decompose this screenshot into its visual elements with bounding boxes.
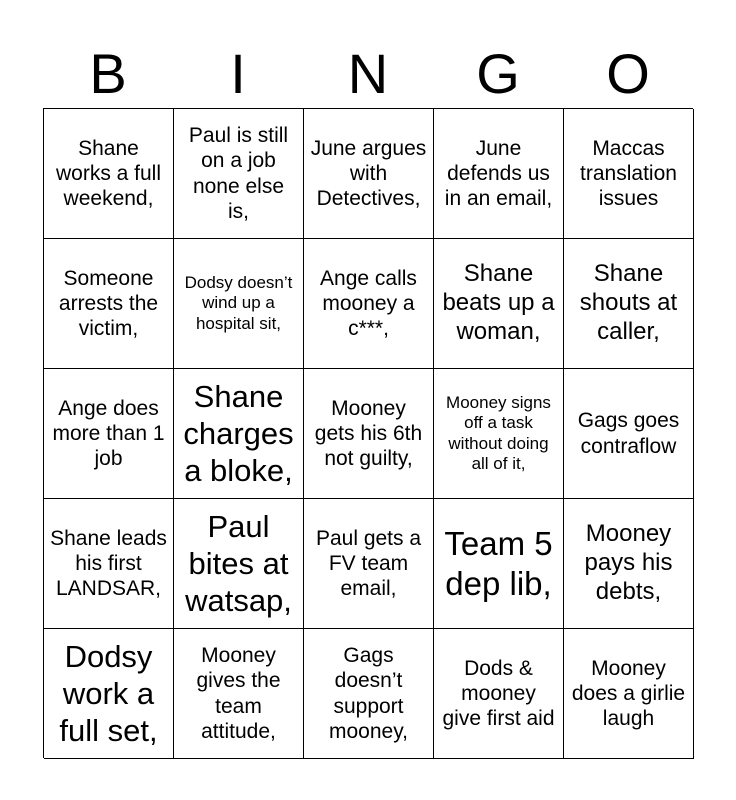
header-letter-g: G: [476, 42, 520, 105]
bingo-cell-text: Paul is still on a job none else is,: [188, 124, 289, 223]
header-letter-o: O: [606, 42, 650, 105]
bingo-cell[interactable]: [434, 629, 564, 759]
bingo-cell-text: Ange calls mooney a c***,: [320, 266, 417, 341]
bingo-cell[interactable]: [44, 239, 174, 369]
bingo-cell-text: Maccas translation issues: [580, 136, 677, 211]
bingo-cell[interactable]: [564, 109, 694, 239]
bingo-cell[interactable]: [304, 499, 434, 629]
bingo-cell-text: Paul bites at watsap,: [185, 508, 292, 619]
bingo-cell[interactable]: [44, 109, 174, 239]
bingo-cell[interactable]: [434, 369, 564, 499]
bingo-cell-text: Gags goes contraflow: [577, 409, 680, 458]
header-letter-i: I: [230, 42, 246, 105]
bingo-cell[interactable]: [44, 499, 174, 629]
bingo-cell-text: June argues with Detectives,: [310, 136, 427, 211]
bingo-cell[interactable]: [564, 629, 694, 759]
bingo-cell-text: Dodsy doesn’t wind up a hospital sit,: [184, 272, 293, 333]
bingo-cell-text: Mooney gives the team attitude,: [196, 644, 281, 743]
bingo-cell-text: Shane shouts at caller,: [579, 260, 678, 345]
bingo-cell-text: Shane beats up a woman,: [442, 260, 555, 345]
bingo-cell[interactable]: [44, 369, 174, 499]
bingo-cell-text: Ange does more than 1 job: [52, 396, 165, 471]
bingo-cell-text: Paul gets a FV team email,: [315, 526, 422, 601]
bingo-cell-text: Dods & mooney give first aid: [442, 656, 555, 731]
bingo-cell[interactable]: [174, 369, 304, 499]
bingo-cell-text: Gags doesn’t support mooney,: [329, 644, 408, 743]
bingo-cell-text: Mooney gets his 6th not guilty,: [314, 396, 423, 471]
bingo-cell[interactable]: [304, 239, 434, 369]
bingo-header: [43, 40, 693, 108]
bingo-cell[interactable]: [304, 369, 434, 499]
bingo-cell[interactable]: [174, 629, 304, 759]
bingo-cell[interactable]: [304, 629, 434, 759]
bingo-cell[interactable]: [434, 109, 564, 239]
bingo-cell[interactable]: [564, 499, 694, 629]
bingo-cell[interactable]: [174, 239, 304, 369]
bingo-cell[interactable]: [44, 629, 174, 759]
bingo-cell[interactable]: [434, 239, 564, 369]
bingo-cell-text: Shane works a full weekend,: [55, 136, 162, 211]
header-letter-b: B: [89, 42, 127, 105]
bingo-cell-text: Shane leads his first LANDSAR,: [50, 526, 167, 601]
bingo-cell[interactable]: [174, 109, 304, 239]
bingo-cell-text: Shane charges a bloke,: [183, 378, 294, 489]
bingo-cell-text: Team 5 dep lib,: [444, 524, 553, 602]
bingo-cell-text: Someone arrests the victim,: [58, 266, 159, 341]
bingo-cell-text: June defends us in an email,: [444, 136, 553, 211]
bingo-cell-text: Mooney does a girlie laugh: [571, 656, 686, 731]
bingo-cell-text: Dodsy work a full set,: [59, 638, 158, 749]
bingo-cell-text: Mooney pays his debts,: [584, 520, 673, 605]
header-letter-n: N: [347, 42, 389, 105]
bingo-cell[interactable]: [304, 109, 434, 239]
bingo-cell[interactable]: [564, 239, 694, 369]
bingo-cell[interactable]: [564, 369, 694, 499]
bingo-cell[interactable]: [434, 499, 564, 629]
bingo-board: [43, 108, 693, 758]
bingo-cell[interactable]: [174, 499, 304, 629]
bingo-cell-text: Mooney signs off a task without doing all of it,: [446, 392, 551, 473]
